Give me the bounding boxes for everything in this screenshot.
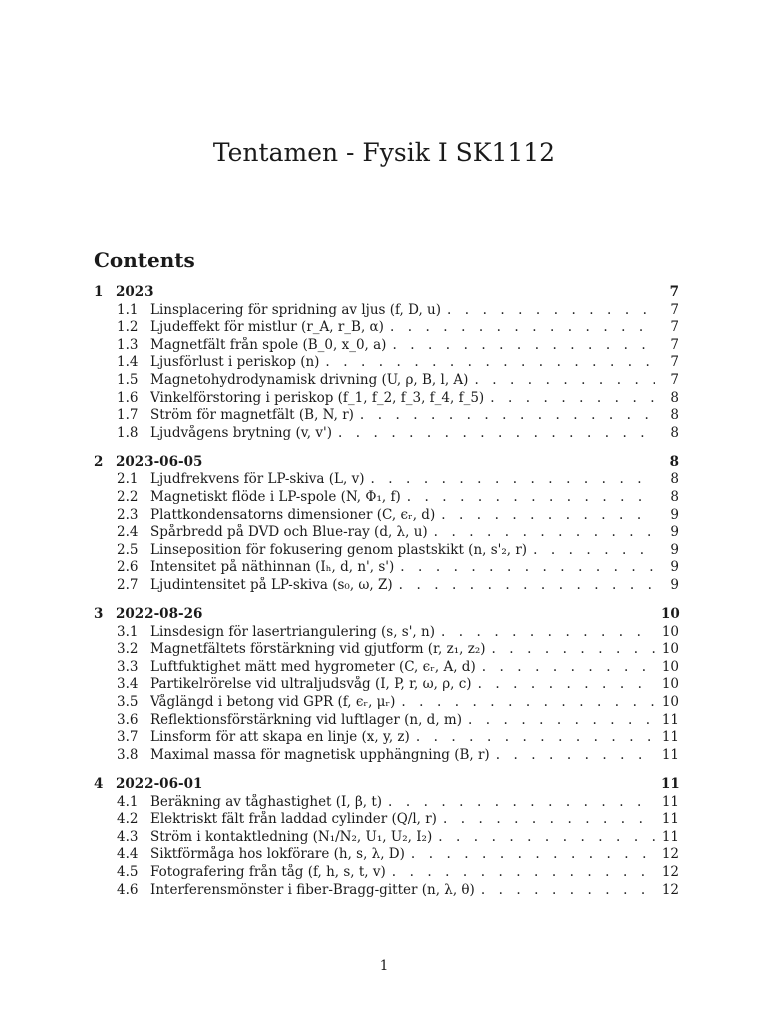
subsection-number: 1.7 (117, 407, 139, 424)
subsection-title: Våglängd i betong vid GPR (f, ϵᵣ, μᵣ) (150, 694, 396, 711)
subsection-number: 1.5 (117, 371, 139, 388)
section-page: 7 (669, 284, 679, 300)
toc-subsection-entry[interactable] (94, 577, 679, 595)
subsection-title: Siktförmåga hos lokförare (h, s, λ, D) (150, 846, 405, 863)
subsection-number: 2.5 (117, 541, 139, 558)
subsection-number: 4.2 (117, 811, 139, 828)
subsection-number: 3.3 (117, 658, 139, 675)
subsection-title: Elektriskt fält från laddad cylinder (Q/l, r) (150, 811, 437, 828)
toc-subsection-entry[interactable] (94, 882, 679, 900)
toc-subsection-entry[interactable] (94, 676, 679, 694)
dot-leader (474, 372, 655, 390)
subsection-number: 3.2 (117, 641, 139, 658)
toc-subsection-entry[interactable] (94, 489, 679, 507)
subsection-page: 8 (670, 489, 679, 506)
subsection-page: 11 (661, 811, 679, 828)
subsection-title: Maximal massa för magnetisk upphängning (B, r) (150, 746, 490, 763)
toc-subsection-entry[interactable] (94, 694, 679, 712)
subsection-number: 4.4 (117, 846, 139, 863)
subsection-page: 9 (670, 506, 679, 523)
subsection-title: Vinkelförstoring i periskop (f_1, f_2, f_3, f_4, f_5) (150, 389, 485, 406)
dot-leader (496, 747, 655, 765)
toc-section-entry[interactable] (94, 606, 679, 624)
subsection-number: 2.6 (117, 559, 139, 576)
subsection-title: Linsform för att skapa en linje (x, y, z) (150, 729, 410, 746)
dot-leader (407, 489, 655, 507)
dot-leader (441, 624, 655, 642)
subsection-number: 4.5 (117, 863, 139, 880)
dot-leader (478, 676, 655, 694)
subsection-number: 1.1 (117, 301, 139, 318)
toc-subsection-entry[interactable] (94, 864, 679, 882)
subsection-number: 2.1 (117, 471, 139, 488)
dot-leader (392, 864, 655, 882)
subsection-page: 8 (670, 424, 679, 441)
section-page: 11 (661, 775, 680, 792)
toc-subsection-entry[interactable] (94, 641, 679, 659)
subsection-page: 10 (661, 658, 679, 675)
toc-section-entry[interactable] (94, 776, 679, 794)
subsection-number: 3.6 (117, 711, 139, 728)
subsection-title: Ljudintensitet på LP-skiva (s₀, ω, Z) (150, 577, 393, 593)
subsection-title: Ström för magnetfält (B, N, r) (150, 407, 354, 424)
subsection-number: 3.1 (117, 623, 139, 640)
subsection-title: Ström i kontaktledning (N₁/N₂, U₁, U₂, I₂) (150, 828, 433, 845)
section-page: 10 (661, 606, 680, 623)
subsection-number: 2.7 (117, 577, 139, 593)
dot-leader (401, 694, 655, 712)
dot-leader (390, 319, 655, 337)
section-number: 4 (94, 775, 104, 792)
subsection-title: Plattkondensatorns dimensioner (C, ϵᵣ, d) (150, 506, 436, 523)
dot-leader (468, 712, 655, 730)
subsection-page: 12 (661, 881, 679, 898)
subsection-number: 2.4 (117, 524, 139, 541)
toc-subsection-entry[interactable] (94, 337, 679, 355)
subsection-page: 10 (661, 694, 679, 711)
dot-leader (441, 507, 655, 525)
subsection-title: Linseposition för fokusering genom plastskikt (n, s'₂, r) (150, 541, 528, 558)
subsection-page: 7 (670, 354, 679, 371)
subsection-page: 7 (670, 371, 679, 388)
subsection-page: 12 (661, 846, 679, 863)
dot-leader (434, 524, 655, 542)
toc-section-entry[interactable] (94, 284, 679, 302)
dot-leader (447, 302, 655, 320)
toc-subsection-entry[interactable] (94, 390, 679, 408)
subsection-title: Linsdesign för lasertriangulering (s, s', n) (150, 623, 435, 640)
subsection-number: 3.4 (117, 676, 139, 693)
subsection-number: 1.4 (117, 354, 139, 371)
subsection-title: Reflektionsförstärkning vid luftlager (n, d, m) (150, 711, 462, 728)
dot-leader (416, 729, 655, 747)
subsection-title: Linsplacering för spridning av ljus (f, D, u) (150, 301, 441, 318)
dot-leader (370, 471, 655, 489)
subsection-title: Magnetiskt flöde i LP-spole (N, Φ₁, f) (150, 489, 401, 506)
subsection-number: 2.3 (117, 506, 139, 523)
subsection-page: 11 (661, 793, 679, 810)
subsection-page: 7 (670, 301, 679, 318)
subsection-title: Magnetohydrodynamisk drivning (U, ρ, B, l, A) (150, 371, 469, 388)
subsection-number: 3.7 (117, 729, 139, 746)
dot-leader (399, 577, 655, 595)
subsection-title: Luftfuktighet mätt med hygrometer (C, ϵᵣ, A, d) (150, 658, 476, 675)
subsection-page: 10 (661, 676, 679, 693)
dot-leader (338, 425, 655, 443)
toc-subsection-entry[interactable] (94, 846, 679, 864)
section-page: 8 (669, 453, 679, 470)
toc-subsection-entry[interactable] (94, 542, 679, 560)
subsection-title: Partikelrörelse vid ultraljudsvåg (I, P, r, ω, ρ, c) (150, 676, 472, 693)
toc-section (94, 284, 679, 442)
dot-leader (490, 390, 655, 408)
dot-leader (482, 659, 655, 677)
subsection-number: 1.3 (117, 336, 139, 353)
toc-subsection-entry[interactable] (94, 659, 679, 677)
contents-heading: Contents (94, 248, 195, 272)
page-title: Tentamen - Fysik I SK1112 (212, 138, 556, 167)
subsection-title: Beräkning av tåghastighet (I, β, t) (150, 793, 383, 810)
subsection-title: Magnetfält från spole (B_0, x_0, a) (150, 336, 387, 353)
subsection-page: 11 (661, 729, 679, 746)
subsection-page: 10 (661, 641, 679, 658)
section-title: 2022-06-01 (116, 775, 203, 792)
subsection-number: 4.6 (117, 881, 139, 898)
page-number: 1 (379, 958, 389, 974)
dot-leader (360, 407, 655, 425)
toc-section-entry[interactable] (94, 454, 679, 472)
toc-subsection-entry[interactable] (94, 425, 679, 443)
toc-subsection-entry[interactable] (94, 407, 679, 425)
subsection-number: 1.2 (117, 319, 139, 336)
section-number: 3 (94, 606, 104, 623)
dot-leader (481, 882, 655, 900)
dot-leader (400, 559, 655, 577)
subsection-page: 12 (661, 863, 679, 880)
toc-section (94, 606, 679, 764)
toc-subsection-entry[interactable] (94, 319, 679, 337)
subsection-number: 3.5 (117, 694, 139, 711)
dot-leader (411, 846, 655, 864)
subsection-number: 1.8 (117, 424, 139, 441)
subsection-title: Intensitet på näthinnan (Iₕ, d, n', s') (150, 559, 395, 576)
subsection-page: 11 (661, 711, 679, 728)
subsection-number: 1.6 (117, 389, 139, 406)
toc-subsection-entry[interactable] (94, 507, 679, 525)
subsection-page: 9 (670, 541, 679, 558)
subsection-title: Ljusförlust i periskop (n) (150, 354, 320, 371)
subsection-number: 3.8 (117, 746, 139, 763)
toc-subsection-entry[interactable] (94, 811, 679, 829)
toc-subsection-entry[interactable] (94, 354, 679, 372)
dot-leader (438, 829, 655, 847)
subsection-number: 2.2 (117, 489, 139, 506)
toc-subsection-entry[interactable] (94, 302, 679, 320)
subsection-page: 11 (661, 828, 679, 845)
subsection-page: 7 (670, 336, 679, 353)
toc-subsection-entry[interactable] (94, 624, 679, 642)
subsection-page: 9 (670, 559, 679, 576)
dot-leader (388, 794, 655, 812)
subsection-title: Magnetfältets förstärkning vid gjutform (r, z₁, z₂) (150, 641, 486, 658)
section-title: 2023-06-05 (116, 453, 203, 470)
dot-leader (392, 337, 655, 355)
toc-subsection-entry[interactable] (94, 559, 679, 577)
subsection-title: Fotografering från tåg (f, h, s, t, v) (150, 863, 386, 880)
toc-subsection-entry[interactable] (94, 471, 679, 489)
subsection-title: Ljudvågens brytning (v, v') (150, 424, 332, 441)
toc-subsection-entry[interactable] (94, 829, 679, 847)
toc-subsection-entry[interactable] (94, 524, 679, 542)
subsection-page: 8 (670, 471, 679, 488)
subsection-page: 8 (670, 389, 679, 406)
dot-leader (492, 641, 655, 659)
subsection-title: Interferensmönster i fiber-Bragg-gitter (n, λ, θ) (150, 881, 475, 898)
toc-subsection-entry[interactable] (94, 729, 679, 747)
subsection-page: 11 (661, 746, 679, 763)
section-title: 2023 (116, 284, 154, 300)
subsection-page: 7 (670, 319, 679, 336)
subsection-title: Spårbredd på DVD och Blue-ray (d, λ, u) (150, 524, 428, 541)
dot-leader (325, 354, 655, 372)
subsection-page: 9 (670, 577, 679, 593)
dot-leader (533, 542, 655, 560)
toc-subsection-entry[interactable] (94, 747, 679, 765)
toc-subsection-entry[interactable] (94, 712, 679, 730)
subsection-number: 4.1 (117, 793, 139, 810)
subsection-number: 4.3 (117, 828, 139, 845)
toc-section (94, 454, 679, 595)
subsection-page: 8 (670, 407, 679, 424)
table-of-contents (94, 284, 679, 911)
section-number: 2 (94, 453, 104, 470)
subsection-title: Ljudfrekvens för LP-skiva (L, v) (150, 471, 365, 488)
subsection-page: 10 (661, 623, 679, 640)
section-title: 2022-08-26 (116, 606, 203, 623)
toc-subsection-entry[interactable] (94, 794, 679, 812)
toc-section (94, 776, 679, 899)
dot-leader (443, 811, 655, 829)
toc-subsection-entry[interactable] (94, 372, 679, 390)
section-number: 1 (94, 284, 104, 300)
subsection-title: Ljudeffekt för mistlur (r_A, r_B, α) (150, 319, 384, 336)
subsection-page: 9 (670, 524, 679, 541)
